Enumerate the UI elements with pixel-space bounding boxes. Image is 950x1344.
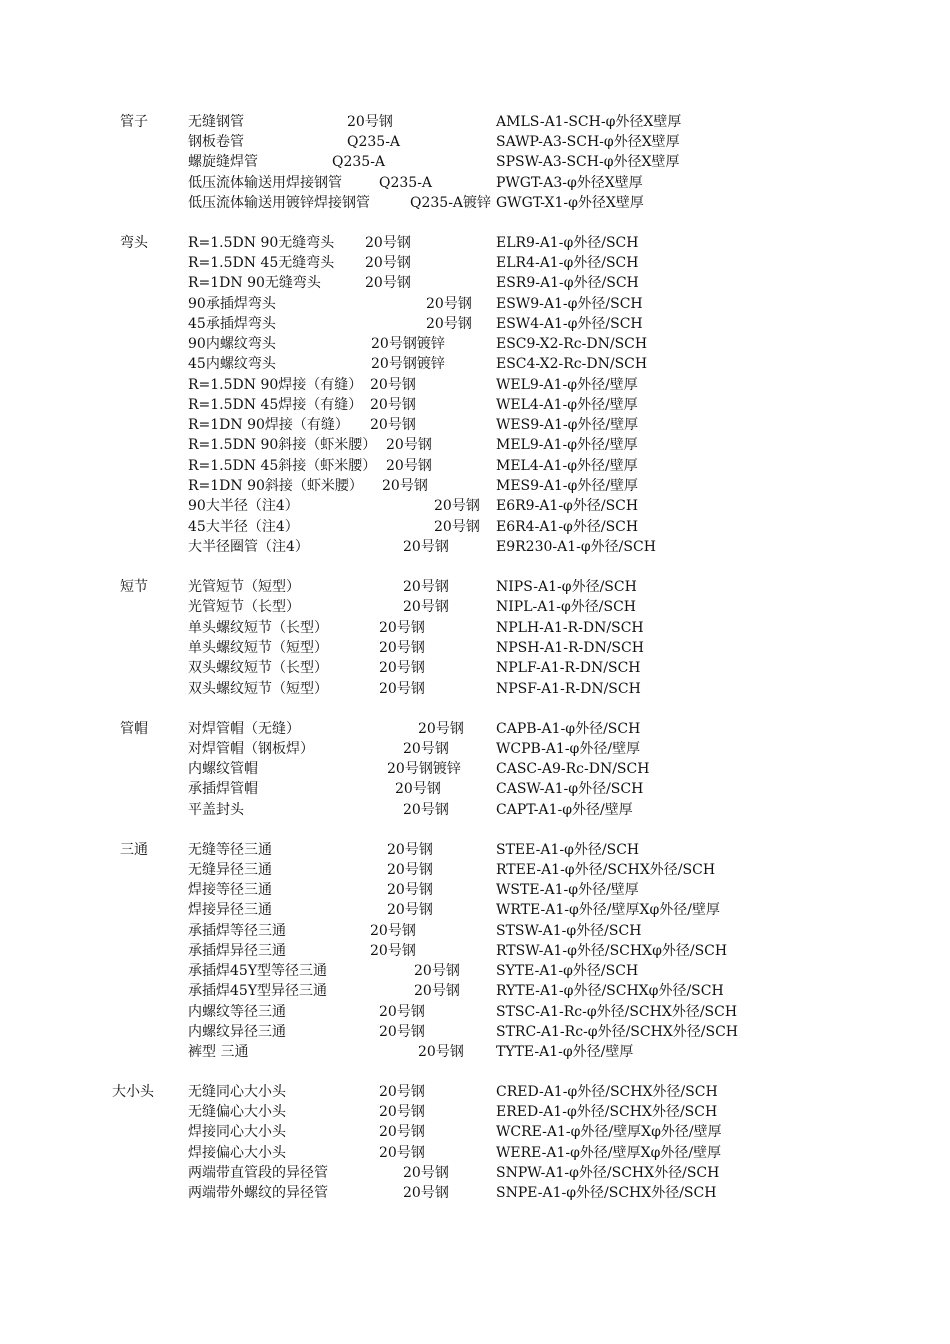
item-code: GWGT-X1-φ外径X壁厚 — [496, 195, 644, 211]
item-material: 20号钢 — [434, 498, 480, 514]
item-name: R=1.5DN 90斜接（虾米腰） — [188, 437, 377, 453]
list-item — [0, 1102, 950, 1122]
item-name: R=1.5DN 90无缝弯头 — [188, 235, 335, 251]
item-name: 承插焊管帽 — [188, 781, 258, 797]
item-name: 焊接异径三通 — [188, 902, 272, 918]
item-name: R=1.5DN 45无缝弯头 — [188, 255, 335, 271]
item-material: 20号钢 — [403, 741, 449, 757]
list-item — [0, 193, 950, 213]
category-label: 管子 — [120, 114, 148, 130]
category-label: 大小头 — [112, 1084, 154, 1100]
item-name: 45内螺纹弯头 — [188, 356, 276, 372]
list-item — [0, 112, 950, 132]
list-item — [0, 880, 950, 900]
item-name: 单头螺纹短节（短型） — [188, 640, 328, 656]
category-label: 弯头 — [120, 235, 148, 251]
item-material: 20号钢 — [379, 681, 425, 697]
list-item — [0, 719, 950, 739]
item-name: 无缝等径三通 — [188, 842, 272, 858]
list-item — [0, 517, 950, 537]
item-code: SPSW-A3-SCH-φ外径X壁厚 — [496, 154, 680, 170]
list-item — [0, 354, 950, 374]
item-name: 裤型 三通 — [188, 1044, 249, 1060]
item-code: STSC-A1-Rc-φ外径/SCHX外径/SCH — [496, 1004, 738, 1020]
item-name: 无缝偏心大小头 — [188, 1104, 286, 1120]
item-material: 20号钢 — [379, 1145, 425, 1161]
item-code: ELR9-A1-φ外径/SCH — [496, 235, 639, 251]
list-item — [0, 941, 950, 961]
item-name: R=1DN 90斜接（虾米腰） — [188, 478, 363, 494]
item-material: 20号钢 — [370, 943, 416, 959]
item-material: 20号钢 — [395, 781, 441, 797]
item-code: MEL4-A1-φ外径/壁厚 — [496, 458, 638, 474]
item-name: 焊接等径三通 — [188, 882, 272, 898]
list-item — [0, 900, 950, 920]
item-code: ESW4-A1-φ外径/SCH — [496, 316, 643, 332]
item-material: 20号钢 — [403, 539, 449, 555]
item-material: 20号钢 — [434, 519, 480, 535]
item-name: 90内螺纹弯头 — [188, 336, 276, 352]
item-code: AMLS-A1-SCH-φ外径X壁厚 — [496, 114, 682, 130]
item-material: 20号钢 — [382, 478, 428, 494]
list-item — [0, 961, 950, 981]
list-item — [0, 152, 950, 172]
list-item — [0, 253, 950, 273]
item-material: 20号钢 — [403, 802, 449, 818]
list-item — [0, 476, 950, 496]
item-code: RTSW-A1-φ外径/SCHXφ外径/SCH — [496, 943, 728, 959]
item-code: STEE-A1-φ外径/SCH — [496, 842, 640, 858]
item-code: ELR4-A1-φ外径/SCH — [496, 255, 639, 271]
item-name: 光管短节（长型） — [188, 599, 300, 615]
item-material: 20号钢 — [370, 377, 416, 393]
list-item — [0, 638, 950, 658]
list-item — [0, 921, 950, 941]
list-item — [0, 618, 950, 638]
item-name: 90大半径（注4） — [188, 498, 299, 514]
item-material: 20号钢 — [370, 923, 416, 939]
item-name: 螺旋缝焊管 — [188, 154, 258, 170]
list-item — [0, 981, 950, 1001]
list-item — [0, 779, 950, 799]
item-code: NPLF-A1-R-DN/SCH — [496, 660, 641, 676]
item-name: 双头螺纹短节（长型） — [188, 660, 328, 676]
item-name: 承插焊45Y型异径三通 — [188, 983, 328, 999]
item-name: 对焊管帽（无缝） — [188, 721, 300, 737]
item-code: STRC-A1-Rc-φ外径/SCHX外径/SCH — [496, 1024, 738, 1040]
item-material: Q235-A — [332, 154, 386, 170]
item-name: 平盖封头 — [188, 802, 244, 818]
list-item — [0, 375, 950, 395]
item-code: WEL4-A1-φ外径/壁厚 — [496, 397, 638, 413]
list-item — [0, 860, 950, 880]
item-code: WCRE-A1-φ外径/壁厚Xφ外径/壁厚 — [496, 1124, 722, 1140]
item-material: 20号钢 — [370, 397, 416, 413]
item-name: 两端带直管段的异径管 — [188, 1165, 328, 1181]
item-name: 无缝钢管 — [188, 114, 244, 130]
list-item — [0, 739, 950, 759]
item-name: 45承插焊弯头 — [188, 316, 276, 332]
list-item — [0, 435, 950, 455]
list-item — [0, 294, 950, 314]
item-code: WSTE-A1-φ外径/壁厚 — [496, 882, 639, 898]
item-material: 20号钢 — [379, 640, 425, 656]
item-material: 20号钢 — [379, 1004, 425, 1020]
item-material: 20号钢 — [379, 1124, 425, 1140]
item-code: CASW-A1-φ外径/SCH — [496, 781, 644, 797]
item-name: 内螺纹等径三通 — [188, 1004, 286, 1020]
item-code: E6R9-A1-φ外径/SCH — [496, 498, 639, 514]
item-code: SNPE-A1-φ外径/SCHX外径/SCH — [496, 1185, 717, 1201]
list-item — [0, 1163, 950, 1183]
item-code: CAPT-A1-φ外径/壁厚 — [496, 802, 633, 818]
item-material: 20号钢 — [418, 1044, 464, 1060]
item-code: NPSF-A1-R-DN/SCH — [496, 681, 641, 697]
item-name: R=1.5DN 45焊接（有缝） — [188, 397, 363, 413]
list-item — [0, 132, 950, 152]
item-material: 20号钢 — [386, 437, 432, 453]
item-name: 低压流体输送用镀锌焊接钢管 — [188, 195, 370, 211]
list-item — [0, 314, 950, 334]
item-material: 20号钢 — [426, 316, 472, 332]
item-material: 20号钢 — [379, 1084, 425, 1100]
item-name: R=1.5DN 45斜接（虾米腰） — [188, 458, 377, 474]
item-material: 20号钢 — [379, 660, 425, 676]
item-material: 20号钢 — [365, 235, 411, 251]
list-item — [0, 1042, 950, 1062]
item-material: Q235-A镀锌 — [410, 195, 492, 211]
list-item — [0, 537, 950, 557]
list-item — [0, 233, 950, 253]
item-code: SNPW-A1-φ外径/SCHX外径/SCH — [496, 1165, 720, 1181]
item-code: MES9-A1-φ外径/壁厚 — [496, 478, 639, 494]
item-code: NIPS-A1-φ外径/SCH — [496, 579, 637, 595]
list-item — [0, 173, 950, 193]
item-code: RYTE-A1-φ外径/SCHXφ外径/SCH — [496, 983, 724, 999]
item-name: R=1DN 90无缝弯头 — [188, 275, 321, 291]
category-label: 管帽 — [120, 721, 148, 737]
list-item — [0, 1183, 950, 1203]
list-item — [0, 679, 950, 699]
item-name: 低压流体输送用焊接钢管 — [188, 175, 342, 191]
item-material: 20号钢镀锌 — [387, 761, 461, 777]
list-item — [0, 597, 950, 617]
item-material: 20号钢 — [370, 417, 416, 433]
list-item — [0, 334, 950, 354]
item-material: 20号钢 — [379, 620, 425, 636]
item-material: 20号钢 — [379, 1024, 425, 1040]
item-name: 对焊管帽（钢板焊） — [188, 741, 314, 757]
item-code: WERE-A1-φ外径/壁厚Xφ外径/壁厚 — [496, 1145, 722, 1161]
item-material: 20号钢 — [386, 458, 432, 474]
item-material: 20号钢 — [403, 599, 449, 615]
list-item — [0, 273, 950, 293]
item-material: 20号钢 — [418, 721, 464, 737]
item-code: CASC-A9-Rc-DN/SCH — [496, 761, 650, 777]
item-name: 光管短节（短型） — [188, 579, 300, 595]
list-item — [0, 840, 950, 860]
list-item — [0, 800, 950, 820]
item-material: 20号钢镀锌 — [371, 336, 445, 352]
item-code: SYTE-A1-φ外径/SCH — [496, 963, 639, 979]
item-material: 20号钢 — [347, 114, 393, 130]
item-material: 20号钢 — [387, 902, 433, 918]
list-item — [0, 496, 950, 516]
item-material: 20号钢 — [365, 255, 411, 271]
item-name: 无缝异径三通 — [188, 862, 272, 878]
list-item — [0, 1122, 950, 1142]
item-code: MEL9-A1-φ外径/壁厚 — [496, 437, 638, 453]
item-code: E6R4-A1-φ外径/SCH — [496, 519, 639, 535]
item-material: Q235-A — [379, 175, 433, 191]
item-name: 钢板卷管 — [188, 134, 244, 150]
item-material: 20号钢 — [387, 842, 433, 858]
item-material: 20号钢 — [403, 1165, 449, 1181]
item-code: CRED-A1-φ外径/SCHX外径/SCH — [496, 1084, 718, 1100]
list-item — [0, 395, 950, 415]
item-name: 内螺纹异径三通 — [188, 1024, 286, 1040]
item-material: 20号钢 — [414, 963, 460, 979]
list-item — [0, 1002, 950, 1022]
item-material: 20号钢 — [387, 882, 433, 898]
item-name: 45大半径（注4） — [188, 519, 299, 535]
item-code: NPLH-A1-R-DN/SCH — [496, 620, 644, 636]
list-item — [0, 1082, 950, 1102]
item-code: SAWP-A3-SCH-φ外径X壁厚 — [496, 134, 680, 150]
item-name: 承插焊45Y型等径三通 — [188, 963, 328, 979]
item-name: 单头螺纹短节（长型） — [188, 620, 328, 636]
item-name: 承插焊异径三通 — [188, 943, 286, 959]
item-code: E9R230-A1-φ外径/SCH — [496, 539, 656, 555]
item-code: WEL9-A1-φ外径/壁厚 — [496, 377, 638, 393]
item-material: 20号钢 — [387, 862, 433, 878]
item-material: 20号钢 — [403, 1185, 449, 1201]
item-name: 双头螺纹短节（短型） — [188, 681, 328, 697]
item-name: 内螺纹管帽 — [188, 761, 258, 777]
list-item — [0, 658, 950, 678]
item-name: 90承插焊弯头 — [188, 296, 276, 312]
item-code: NPSH-A1-R-DN/SCH — [496, 640, 644, 656]
list-item — [0, 759, 950, 779]
item-code: ESW9-A1-φ外径/SCH — [496, 296, 643, 312]
item-name: 焊接同心大小头 — [188, 1124, 286, 1140]
item-code: PWGT-A3-φ外径X壁厚 — [496, 175, 643, 191]
list-item — [0, 456, 950, 476]
item-name: R=1DN 90焊接（有缝） — [188, 417, 349, 433]
item-code: ESR9-A1-φ外径/SCH — [496, 275, 639, 291]
item-material: 20号钢 — [365, 275, 411, 291]
item-material: 20号钢 — [379, 1104, 425, 1120]
item-material: 20号钢镀锌 — [371, 356, 445, 372]
item-name: 承插焊等径三通 — [188, 923, 286, 939]
item-material: 20号钢 — [403, 579, 449, 595]
item-code: NIPL-A1-φ外径/SCH — [496, 599, 637, 615]
item-name: 焊接偏心大小头 — [188, 1145, 286, 1161]
item-code: ESC4-X2-Rc-DN/SCH — [496, 356, 648, 372]
category-label: 三通 — [120, 842, 148, 858]
item-name: 大半径圈管（注4） — [188, 539, 309, 555]
item-code: ERED-A1-φ外径/SCHX外径/SCH — [496, 1104, 718, 1120]
item-name: 无缝同心大小头 — [188, 1084, 286, 1100]
list-item — [0, 1022, 950, 1042]
item-code: STSW-A1-φ外径/SCH — [496, 923, 642, 939]
item-material: Q235-A — [347, 134, 401, 150]
list-item — [0, 415, 950, 435]
item-code: ESC9-X2-Rc-DN/SCH — [496, 336, 648, 352]
item-code: RTEE-A1-φ外径/SCHX外径/SCH — [496, 862, 716, 878]
item-code: WRTE-A1-φ外径/壁厚Xφ外径/壁厚 — [496, 902, 720, 918]
list-item — [0, 577, 950, 597]
item-name: R=1.5DN 90焊接（有缝） — [188, 377, 363, 393]
item-code: CAPB-A1-φ外径/SCH — [496, 721, 641, 737]
list-item — [0, 1143, 950, 1163]
item-material: 20号钢 — [426, 296, 472, 312]
item-code: TYTE-A1-φ外径/壁厚 — [496, 1044, 634, 1060]
category-label: 短节 — [120, 579, 148, 595]
item-material: 20号钢 — [414, 983, 460, 999]
item-name: 两端带外螺纹的异径管 — [188, 1185, 328, 1201]
item-code: WES9-A1-φ外径/壁厚 — [496, 417, 639, 433]
item-code: WCPB-A1-φ外径/壁厚 — [496, 741, 641, 757]
